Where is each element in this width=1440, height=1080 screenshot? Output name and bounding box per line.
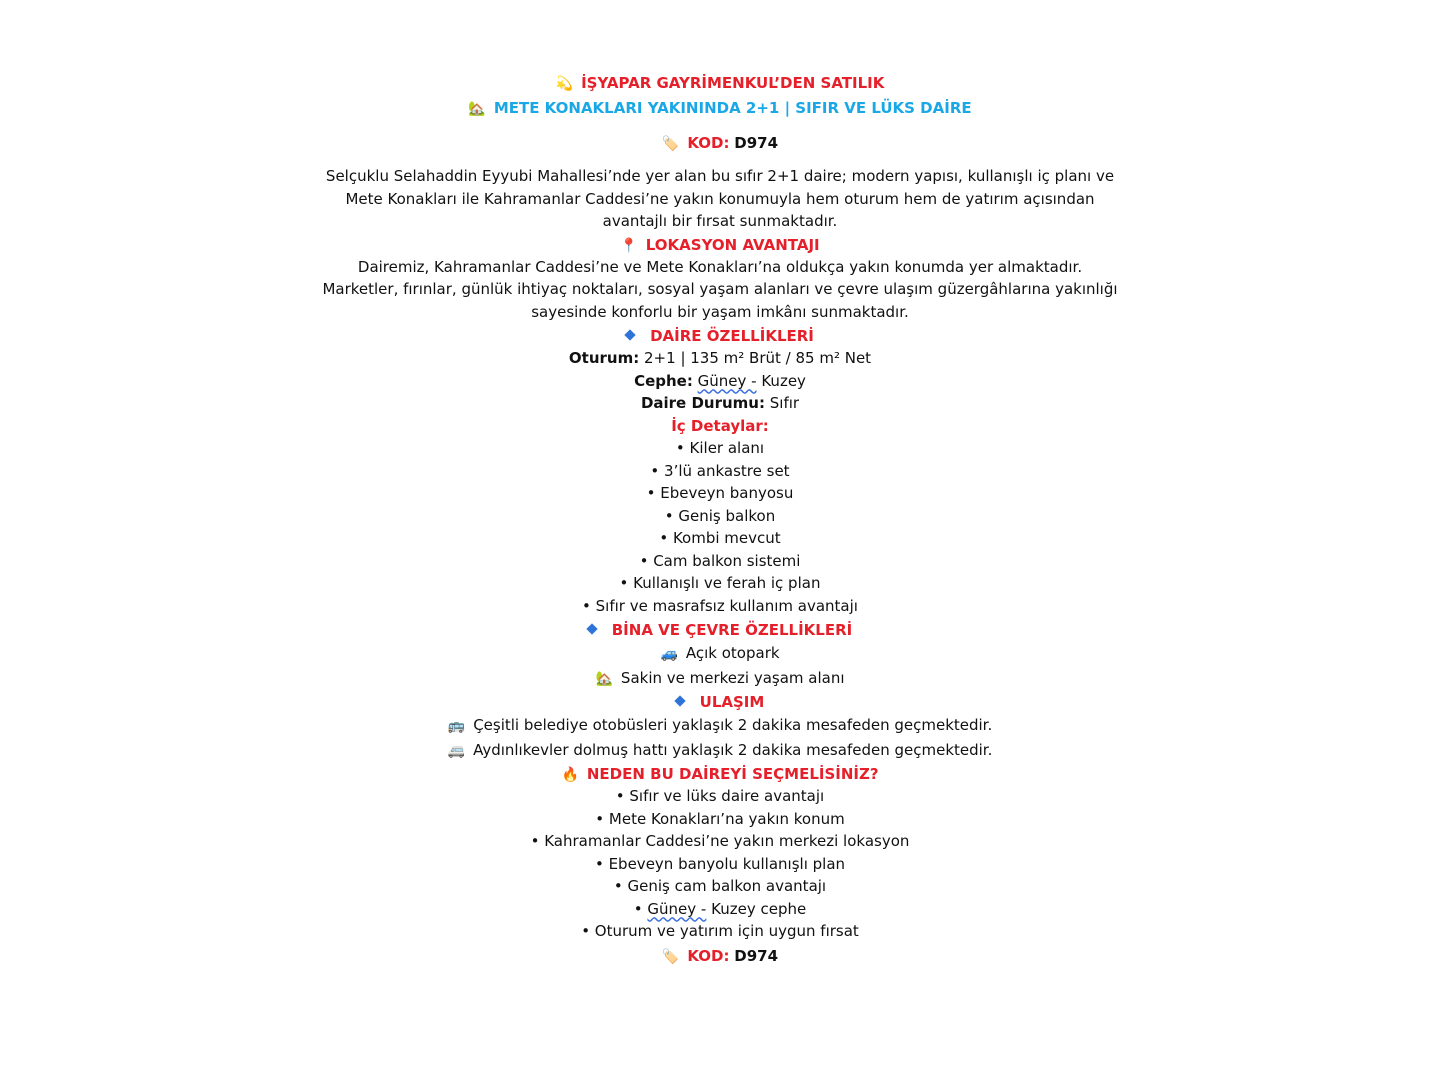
feature-cephe: Cephe: Güney - Kuzey (634, 371, 806, 390)
section-why-title: 🔥 NEDEN BU DAİREYİ SEÇMELİSİNİZ? (0, 763, 1440, 785)
tag-icon: 🏷️ (661, 948, 680, 965)
list-item: • Geniş cam balkon avantajı (613, 877, 827, 895)
location-paragraph-2: Marketler, fırınlar, günlük ihtiyaç noktaları, sosyal yaşam alanları ve çevre ulaşım güzergâhlarına yakınlığı sayesinde konforlu bir yaşam imkânı sunmaktadır. (322, 280, 1118, 321)
inner-details-title: İç Detaylar: (671, 416, 769, 435)
section-transport-title: ULAŞIM (0, 691, 1440, 713)
footer-code: 🏷️ KOD: D974 (0, 945, 1440, 967)
list-item: • 3’lü ankastre set (650, 461, 790, 480)
list-item: • Mete Konakları’na yakın konum (595, 809, 845, 828)
sparkle-icon: 💫 (555, 76, 574, 92)
list-item: • Ebeveyn banyolu kullanışlı plan (594, 854, 846, 873)
intro-paragraph: Selçuklu Selahaddin Eyyubi Mahallesi’nde yer alan bu sıfır 2+1 daire; modern yapısı, kullanışlı iç planı ve Mete Konakları ile Kahramanlar Caddesi’ne yakın konumuyla hem oturum hem de yatırım açısından avantajlı bir fırsat sunmaktadır. (325, 167, 1115, 230)
section-building-title: BİNA VE ÇEVRE ÖZELLİKLERİ (0, 619, 1440, 641)
section-location-title: 📍 LOKASYON AVANTAJI (0, 234, 1440, 256)
list-item: • Kiler alanı (675, 439, 765, 457)
bus-icon: 🚌 (447, 718, 466, 734)
location-paragraph-1: Dairemiz, Kahramanlar Caddesi’ne ve Mete Konakları’na oldukça yakın konumda yer almaktadır. (357, 257, 1083, 276)
list-item: • Kahramanlar Caddesi’ne yakın merkezi lokasyon (530, 832, 910, 850)
house-icon: 🏡 (595, 671, 613, 687)
building-item-parking: 🚙 Açık otopark (0, 641, 1440, 666)
feature-durum: Daire Durumu: Sıfır (640, 394, 800, 412)
house-icon: 🏡 (468, 101, 486, 117)
diamond-icon (674, 695, 685, 706)
fire-icon: 🔥 (561, 767, 579, 783)
tag-icon: 🏷️ (661, 136, 680, 152)
feature-oturum: Oturum: 2+1 | 135 m² Brüt / 85 m² Net (568, 349, 872, 367)
listing-code: 🏷️ KOD: D974 (0, 132, 1440, 155)
list-item: • Kombi mevcut (659, 529, 781, 547)
list-item: • Ebeveyn banyosu (646, 484, 794, 502)
list-item: • Sıfır ve lüks daire avantajı (615, 787, 825, 805)
list-item: • Cam balkon sistemi (639, 551, 801, 570)
list-item: • Oturum ve yatırım için uygun fırsat (581, 922, 859, 940)
transport-item-minibus: 🚐 Aydınlıkevler dolmuş hattı yaklaşık 2 dakika mesafeden geçmektedir. (0, 738, 1440, 763)
car-icon: 🚙 (660, 646, 678, 662)
list-item-cephe: • Güney - Kuzey cephe (633, 899, 807, 918)
diamond-icon (624, 329, 635, 340)
building-item-living: 🏡 Sakin ve merkezi yaşam alanı (0, 666, 1440, 691)
listing-subtitle: 🏡 METE KONAKLARI YAKININDA 2+1 | SIFIR VE LÜKS DAİRE (0, 97, 1440, 119)
section-features-title: DAİRE ÖZELLİKLERİ (0, 325, 1440, 347)
list-item: • Sıfır ve masrafsız kullanım avantajı (582, 596, 858, 615)
minibus-icon: 🚐 (447, 743, 466, 759)
diamond-icon (586, 623, 597, 634)
listing-title: 💫 İŞYAPAR GAYRİMENKUL’DEN SATILIK (0, 72, 1440, 94)
transport-item-bus: 🚌 Çeşitli belediye otobüsleri yaklaşık 2 dakika mesafeden geçmektedir. (0, 713, 1440, 738)
pin-icon: 📍 (620, 237, 638, 254)
list-item: • Geniş balkon (664, 506, 776, 525)
list-item: • Kullanışlı ve ferah iç plan (619, 574, 821, 592)
listing-document (0, 72, 1440, 967)
